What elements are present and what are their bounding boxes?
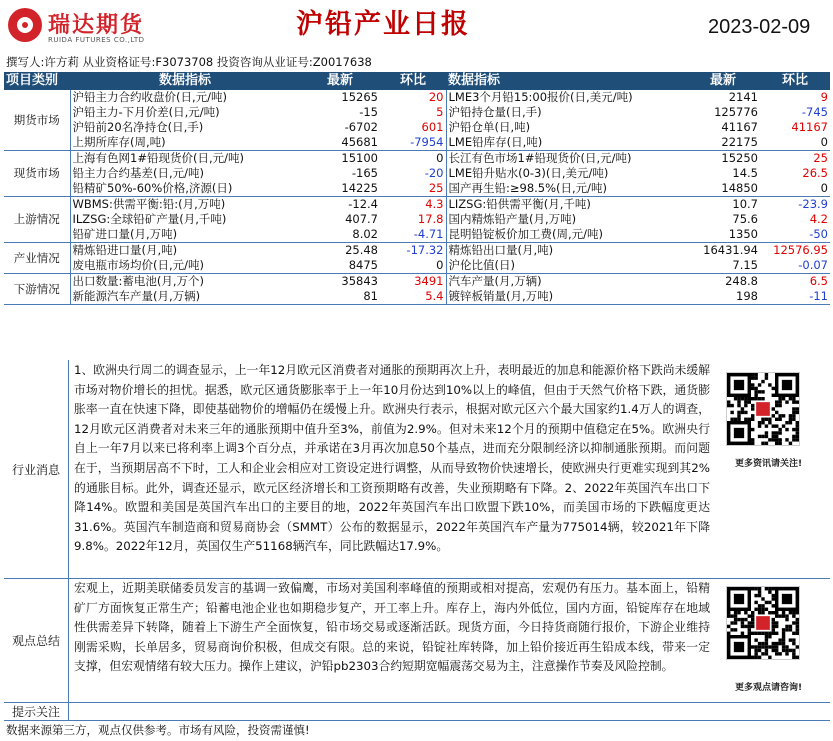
change-value: 5 [380, 105, 446, 120]
tips-label: 提示关注 [4, 702, 69, 720]
latest-value: 16431.94 [703, 243, 758, 257]
report-date: 2023-02-09 [708, 16, 811, 38]
latest-value: -165 [351, 166, 378, 180]
company-name-en: RUIDA FUTURES CO.,LTD [48, 36, 145, 44]
table-row [4, 289, 830, 305]
company-name: 瑞达期货 [48, 13, 145, 38]
qr-code-icon [726, 372, 800, 446]
indicator-name: 长江有色市场1#铅现货价(日,元/吨) [448, 151, 632, 165]
indicator-name: 沪伦比值(日) [446, 258, 686, 274]
change-value: 20 [380, 90, 446, 105]
latest-value: 14850 [686, 181, 760, 197]
table-row [4, 274, 830, 290]
qr-caption-summary: 更多观点请咨询! [735, 683, 803, 693]
table-row [4, 227, 830, 243]
indicator-name: 沪铅主力合约收盘价(日,元/吨) [72, 90, 228, 104]
table-row [4, 212, 830, 227]
table-row [4, 151, 830, 167]
column-header: 数据指标 [446, 72, 686, 90]
indicator-name: LIZSG:铅供需平衡(月,千吨) [448, 197, 591, 211]
indicator-name: 铅主力合约基差(日,元/吨) [72, 166, 205, 180]
report-header [0, 0, 833, 52]
change-value: 3491 [380, 274, 446, 290]
latest-value: -12.4 [348, 197, 378, 211]
latest-value: -6702 [344, 120, 378, 134]
table-row [4, 90, 830, 105]
change-value: 6.5 [809, 274, 828, 288]
indicator-name: 出口数量:蓄电池(月,万个) [72, 274, 205, 288]
indicator-name: ILZSG:全球铅矿产量(月,千吨) [72, 212, 227, 226]
indicator-name: 汽车产量(月,万辆) [448, 274, 542, 288]
latest-value: 25.48 [345, 243, 378, 257]
change-value: -4.71 [380, 227, 446, 243]
disclaimer: 数据来源第三方，观点仅供参考。市场有风险，投资需谨慎! [6, 723, 310, 737]
category-cell: 产业情况 [4, 243, 70, 274]
indicator-name: 国产再生铅:≥98.5%(日,元/吨) [446, 181, 686, 197]
latest-value: 75.6 [732, 212, 758, 226]
table-row [4, 166, 830, 181]
column-header: 最新 [300, 72, 380, 90]
latest-value: 14.5 [732, 166, 758, 180]
latest-value: 35843 [341, 274, 378, 288]
latest-value: 2141 [728, 90, 758, 104]
indicator-name: 铅精矿50%-60%价格,济源(日) [70, 181, 300, 197]
table-header-row [4, 72, 830, 90]
table-row [4, 243, 830, 259]
table-row [4, 120, 830, 135]
change-value: 5.4 [380, 289, 446, 305]
industry-news-section [4, 360, 830, 579]
change-value: -745 [801, 105, 828, 119]
latest-value: -15 [359, 105, 378, 119]
author-line: 撰写人:许方莉 从业资格证号:F3073708 投资咨询从业证号:Z0017638 [6, 55, 372, 69]
indicator-name: 沪铅前20名净持仓(日,手) [72, 120, 204, 134]
change-value: 25 [813, 151, 828, 165]
latest-value: 248.8 [725, 274, 758, 288]
indicator-name: 沪铅持仓量(日,手) [448, 105, 542, 119]
indicator-name: LME铅库存(日,吨) [446, 135, 686, 151]
summary-section [4, 578, 830, 703]
qr-caption-news: 更多资讯请关注! [735, 459, 803, 469]
indicator-name: LME3个月铅15:00报价(日,美元/吨) [448, 90, 633, 104]
table-row [4, 258, 830, 274]
change-value: 0 [760, 181, 830, 197]
indicator-name: 镀锌板销量(月,万吨) [446, 289, 686, 305]
latest-value: 45681 [300, 135, 380, 151]
latest-value: 8.02 [300, 227, 380, 243]
latest-value: 407.7 [345, 212, 378, 226]
table-row [4, 181, 830, 197]
latest-value: 15250 [721, 151, 758, 165]
change-value: 17.8 [380, 212, 446, 227]
indicator-name: 国内精炼铅产量(月,万吨) [448, 212, 577, 226]
change-value: -7954 [380, 135, 446, 151]
column-header: 环比 [380, 72, 446, 90]
column-header: 最新 [686, 72, 760, 90]
data-table [4, 72, 830, 305]
report-title: 沪铅产业日报 [296, 9, 470, 40]
change-value: -23.9 [798, 197, 828, 211]
summary-text: 宏观上，近期美联储委员发言的基调一致偏鹰，市场对美国利率峰值的预期或相对提高，宏观仍有压力。基本面上，铅精矿厂方面恢复正常生产；铅蓄电池企业也如期稳步复产，开工率上升。库存上，海内外低位，国内方面，铅锭库存在地域性供需差异下转降，随着上下游生产全面恢复，铅市场交易或逐渐活跃。现货方面，今日持货商随行报价，下游企业维持刚需采购，长单居多，贸易商询价积极，但成交有限。总的来说，铅锭社库转降，加上铅价接近再生铅成本线，带来一定支撑，但宏观情绪有较大压力。操作上建议，沪铅pb2303合约短期宽幅震荡交易为主，注意操作节奏及风险控制。 [74, 581, 710, 674]
change-value: -50 [760, 227, 830, 243]
change-value: 4.3 [380, 197, 446, 213]
change-value: -11 [760, 289, 830, 305]
category-cell: 下游情况 [4, 274, 70, 305]
news-label: 行业消息 [4, 360, 69, 578]
change-value: 0 [380, 258, 446, 274]
table-row [4, 135, 830, 151]
latest-value: 81 [300, 289, 380, 305]
indicator-name: 废电瓶市场均价(日,元/吨) [70, 258, 300, 274]
category-cell: 现货市场 [4, 151, 70, 197]
change-value: -20 [380, 166, 446, 181]
change-value: 26.5 [802, 166, 828, 180]
news-text: 1、欧洲央行周二的调查显示，上一年12月欧元区消费者对通胀的预期再次上升，表明最近的加息和能源价格下跌尚未缓解市场对物价增长的担忧。据悉，欧元区通货膨胀率于上一年10月份达到10%以上的峰值，但由于天然气价格下跌，通货膨胀率一直在快速下降，即使基础物价的增幅仍在缓慢上升。欧洲央行表示，根据对欧元区六个最大国家约1.4万人的调查，12月欧元区消费者对未来三年的通胀预期中值升至3%，前值为2.9%。但对未来12个月的预期中值稳定在5%。欧洲央行自上一年7月以来已将利率上调3个百分点，并承诺在3月再次加息50个基点，进而充分限制经济以抑制通胀预期。而问题在于，当预期居高不下时，工人和企业会相应对工资设定进行调整，从而导致物价快速增长，使欧洲央行更难实现到其2%的通胀目标。此外，调查还显示，欧元区经济增长和工资预期略有改善，失业预期略有下降。2、2022年英国汽车出口下降14%。欧盟和美国是英国汽车出口的主要目的地，2022年英国汽车出口欧盟下跌10%，而美国市场的下跌幅度更达31.6%。英国汽车制造商和贸易商协会（SMMT）公布的数据显示，2022年英国汽车产量为775014辆，较2021年下降9.8%。2022年12月，英国仅生产51168辆汽车，同比跌幅达17.9%。 [74, 363, 710, 554]
latest-value: 22175 [686, 135, 760, 151]
latest-value: 15100 [341, 151, 378, 165]
category-cell: 期货市场 [4, 90, 70, 151]
indicator-name: WBMS:供需平衡:铅:(月,万吨) [72, 197, 226, 211]
indicator-name: 沪铅主力-下月价差(日,元/吨) [72, 105, 220, 119]
latest-value: 10.7 [732, 197, 758, 211]
column-header: 数据指标 [70, 72, 300, 90]
change-value: 601 [380, 120, 446, 135]
summary-label: 观点总结 [4, 578, 69, 702]
latest-value: 1350 [686, 227, 760, 243]
change-value: 0 [760, 135, 830, 151]
indicator-name: 铅矿进口量(月,万吨) [70, 227, 300, 243]
table-row [4, 197, 830, 213]
qr-code-icon [726, 586, 800, 660]
change-value: 41167 [791, 120, 828, 134]
latest-value: 198 [686, 289, 760, 305]
change-value: -0.07 [760, 258, 830, 274]
change-value: 4.2 [809, 212, 828, 226]
change-value: 9 [820, 90, 828, 104]
latest-value: 125776 [714, 105, 758, 119]
indicator-name: 上海有色网1#铅现货价(日,元/吨) [72, 151, 244, 165]
tips-section [4, 702, 830, 721]
change-value: -17.32 [380, 243, 446, 259]
category-cell: 上游情况 [4, 197, 70, 243]
latest-value: 7.15 [686, 258, 760, 274]
indicator-name: LME铅升贴水(0-3)(日,美元/吨) [448, 166, 609, 180]
change-value: 12576.95 [773, 243, 828, 257]
indicator-name: 上期所库存(周,吨) [70, 135, 300, 151]
latest-value: 14225 [300, 181, 380, 197]
change-value: 0 [380, 151, 446, 167]
latest-value: 15265 [341, 90, 378, 104]
latest-value: 8475 [300, 258, 380, 274]
column-header: 环比 [760, 72, 830, 90]
change-value: 25 [380, 181, 446, 197]
indicator-name: 沪铅仓单(日,吨) [448, 120, 531, 134]
column-header: 项目类别 [4, 72, 70, 90]
company-logo-icon [8, 8, 42, 42]
indicator-name: 精炼铅出口量(月,吨) [448, 243, 554, 257]
indicator-name: 昆明铅锭板价加工费(周,元/吨) [446, 227, 686, 243]
indicator-name: 新能源汽车产量(月,万辆) [70, 289, 300, 305]
latest-value: 41167 [721, 120, 758, 134]
table-row [4, 105, 830, 120]
indicator-name: 精炼铅进口量(月,吨) [72, 243, 178, 257]
